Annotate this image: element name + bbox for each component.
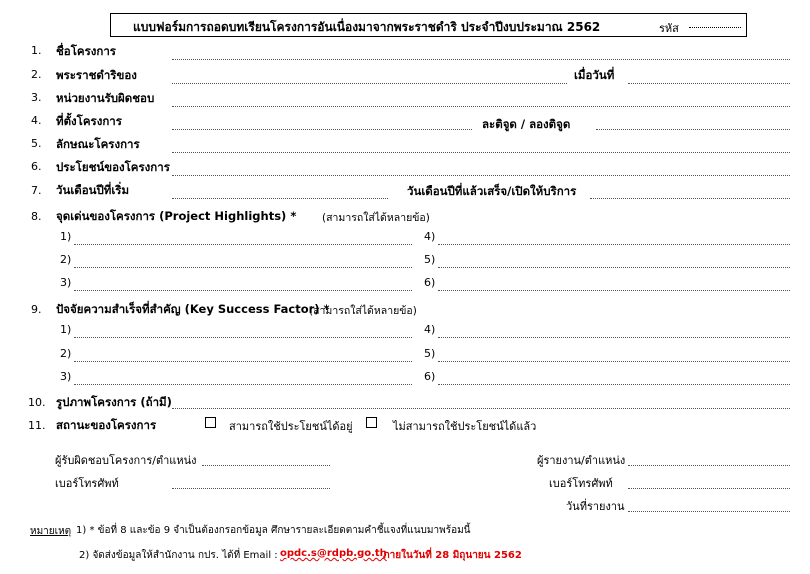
status-unusable-label: ไม่สามารถใช้ประโยชน์ได้แล้ว [393, 420, 537, 433]
phone-right-label: เบอร์โทรศัพท์ [549, 477, 613, 490]
item-4-latlong-field[interactable] [596, 129, 790, 130]
responsible-label: ผู้รับผิดชอบโครงการ/ตำแหน่ง [55, 454, 197, 467]
reporter-label: ผู้รายงาน/ตำแหน่ง [537, 454, 626, 467]
item-9-sub-2: 2) [60, 347, 72, 360]
notes-label: หมายเหตุ [30, 526, 72, 537]
form-title: แบบฟอร์มการถอดบทเรียนโครงการอันเนื่องมาจากพระราชดำริ ประจำปีงบประมาณ 2562 [133, 20, 601, 34]
note-2-prefix: 2) จัดส่งข้อมูลให้สำนักงาน กปร. ได้ที่ Email : [79, 550, 278, 561]
status-usable-checkbox[interactable] [205, 417, 216, 428]
item-8-sub-5: 5) [424, 253, 436, 266]
item-8-sub-3: 3) [60, 276, 72, 289]
item-10-field[interactable] [172, 408, 790, 409]
code-label: รหัส [659, 22, 679, 35]
item-8-sub-2: 2) [60, 253, 72, 266]
item-8-field-3[interactable] [74, 290, 412, 291]
item-9-number: 9. [31, 303, 42, 316]
item-11-number: 11. [28, 419, 46, 432]
item-9-sub-3: 3) [60, 370, 72, 383]
item-3-number: 3. [31, 91, 42, 104]
item-8-field-6[interactable] [438, 290, 790, 291]
item-2-date-label: เมื่อวันที่ [574, 68, 615, 82]
item-7-end-label: วันเดือนปีที่แล้วเสร็จ/เปิดให้บริการ [407, 184, 577, 198]
item-9-field-3[interactable] [74, 384, 412, 385]
item-6-label: ประโยชน์ของโครงการ [56, 160, 170, 174]
item-3-label: หน่วยงานรับผิดชอบ [56, 91, 155, 105]
item-8-field-4[interactable] [438, 244, 790, 245]
item-6-field[interactable] [172, 175, 790, 176]
item-7-end-field[interactable] [590, 198, 790, 199]
item-4-latlong-label: ละติจูด / ลองติจูด [482, 117, 571, 131]
item-8-field-1[interactable] [74, 244, 412, 245]
item-8-sub-6: 6) [424, 276, 436, 289]
item-7-label: วันเดือนปีที่เริ่ม [56, 183, 130, 197]
item-8-note: (สามารถใส่ได้หลายข้อ) [322, 212, 430, 224]
item-7-number: 7. [31, 184, 42, 197]
status-usable-label: สามารถใช้ประโยชน์ได้อยู่ [229, 420, 353, 433]
item-2-date-field[interactable] [628, 83, 790, 84]
code-field[interactable] [689, 27, 741, 28]
item-8-field-5[interactable] [438, 267, 790, 268]
phone-left-field[interactable] [172, 488, 330, 489]
item-10-number: 10. [28, 396, 46, 409]
item-5-number: 5. [31, 137, 42, 150]
note-2-email[interactable]: opdc.s@rdpb.go.th [280, 548, 387, 559]
item-8-number: 8. [31, 210, 42, 223]
item-7-start-field[interactable] [172, 198, 388, 199]
item-2-field[interactable] [172, 83, 567, 84]
item-9-sub-4: 4) [424, 323, 436, 336]
item-4-number: 4. [31, 114, 42, 127]
item-5-field[interactable] [172, 152, 790, 153]
item-8-sub-1: 1) [60, 230, 72, 243]
item-9-sub-6: 6) [424, 370, 436, 383]
item-9-sub-5: 5) [424, 347, 436, 360]
item-10-label: รูปภาพโครงการ (ถ้ามี) [56, 395, 172, 409]
form-title-box [110, 13, 747, 37]
item-8-sub-4: 4) [424, 230, 436, 243]
item-9-field-5[interactable] [438, 361, 790, 362]
item-4-field[interactable] [172, 129, 472, 130]
item-11-label: สถานะของโครงการ [56, 418, 157, 432]
item-1-field[interactable] [172, 59, 790, 60]
item-9-field-4[interactable] [438, 337, 790, 338]
item-8-field-2[interactable] [74, 267, 412, 268]
item-9-field-1[interactable] [74, 337, 412, 338]
report-date-label: วันที่รายงาน [566, 500, 625, 513]
phone-right-field[interactable] [628, 488, 790, 489]
note-1: 1) * ข้อที่ 8 และข้อ 9 จำเป็นต้องกรอกข้อมูล ศึกษารายละเอียดตามคำชี้แจงที่แนบมาพร้อมนี้ [76, 525, 471, 536]
item-5-label: ลักษณะโครงการ [56, 137, 140, 151]
item-2-label: พระราชดำริของ [56, 68, 137, 82]
reporter-field[interactable] [628, 465, 790, 466]
item-1-label: ชื่อโครงการ [56, 44, 116, 58]
item-6-number: 6. [31, 160, 42, 173]
item-3-field[interactable] [172, 106, 790, 107]
item-9-sub-1: 1) [60, 323, 72, 336]
item-9-note: (สามารถใส่ได้หลายข้อ) [309, 305, 417, 317]
item-4-label: ที่ตั้งโครงการ [56, 114, 122, 128]
item-8-label: จุดเด่นของโครงการ (Project Highlights) * [56, 209, 297, 223]
item-9-field-2[interactable] [74, 361, 412, 362]
report-date-field[interactable] [628, 511, 790, 512]
item-9-field-6[interactable] [438, 384, 790, 385]
note-2-deadline: ภายในวันที่ 28 มิถุนายน 2562 [383, 550, 522, 561]
item-1-number: 1. [31, 44, 42, 57]
status-unusable-checkbox[interactable] [366, 417, 377, 428]
phone-left-label: เบอร์โทรศัพท์ [55, 477, 119, 490]
item-2-number: 2. [31, 68, 42, 81]
responsible-field[interactable] [202, 465, 330, 466]
item-9-label: ปัจจัยความสำเร็จที่สำคัญ (Key Success Factor) * [56, 302, 330, 316]
